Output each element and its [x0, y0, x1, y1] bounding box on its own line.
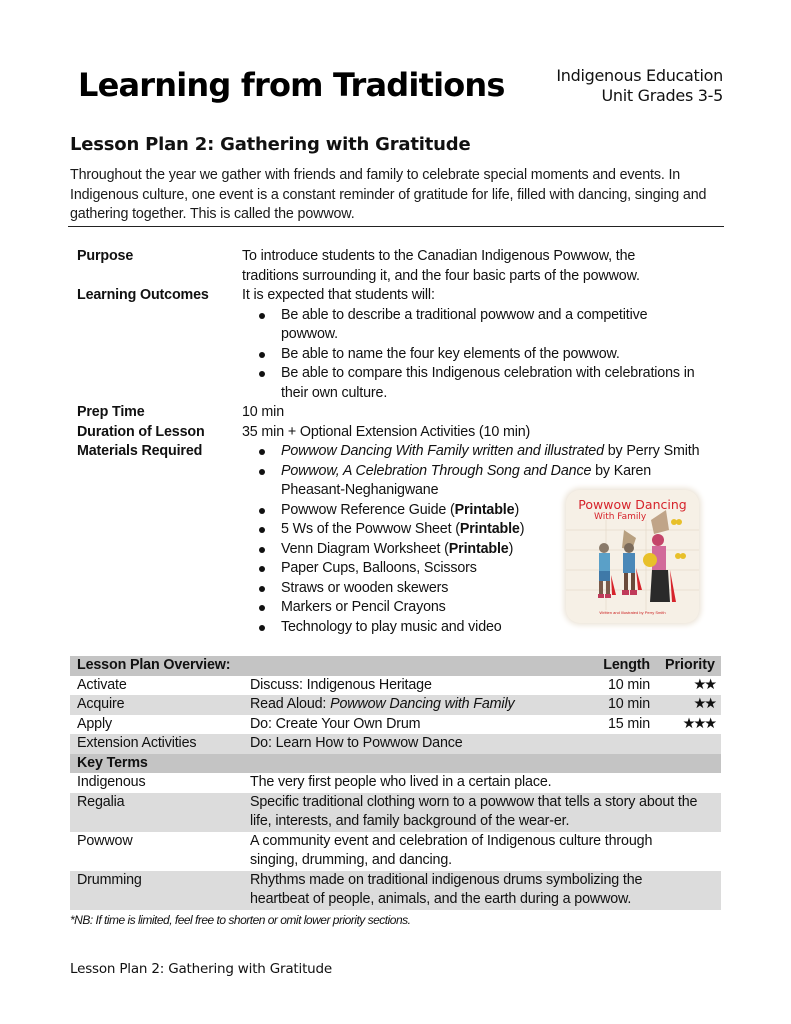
term-cell: Regalia — [77, 793, 125, 810]
key-terms-header-row — [70, 754, 721, 774]
material-item: Paper Cups, Balloons, Scissors — [242, 559, 727, 579]
activity-cell: Do: Create Your Own Drum — [250, 715, 421, 732]
phase-cell: Extension Activities — [77, 735, 197, 751]
material-item: Powwow Reference Guide (Printable) — [242, 501, 727, 521]
definition-cell: The very first people who lived in a certain place. — [250, 774, 552, 790]
table-row — [70, 676, 721, 696]
outcome-item: Be able to describe a traditional powwow and a competitive powwow. — [242, 306, 719, 345]
prep-time-label: Prep Time — [77, 404, 145, 420]
material-item: 5 Ws of the Powwow Sheet (Printable) — [242, 520, 727, 540]
activity-cell: Read Aloud: Powwow Dancing with Family — [250, 696, 515, 712]
duration-label: Duration of Lesson — [77, 423, 205, 440]
material-item: Powwow Dancing With Family written and illustrated by Perry Smith — [242, 442, 727, 462]
key-term-row — [70, 773, 721, 793]
term-cell: Indigenous — [77, 774, 146, 790]
lesson-overview-table — [70, 656, 721, 910]
key-term-row — [70, 832, 721, 871]
material-item: Straws or wooden skewers — [242, 579, 727, 599]
outcome-item: Be able to name the four key elements of the powwow. — [242, 345, 719, 365]
unit-label — [556, 66, 723, 106]
outcomes-lead: It is expected that students will: — [242, 287, 435, 303]
phase-cell: Apply — [77, 715, 113, 732]
length-header: Length — [603, 657, 650, 673]
priority-stars-icon: ★★ — [693, 676, 715, 693]
key-term-row — [70, 793, 721, 832]
duration-row — [77, 423, 727, 443]
key-term-row — [70, 871, 721, 910]
priority-header: Priority — [664, 657, 715, 673]
lesson-title: Lesson Plan 2: Gathering with Gratitude — [70, 134, 471, 155]
material-item: Powwow, A Celebration Through Song and Dance by Karen Pheasant-Neghanigwane — [242, 462, 727, 501]
material-item: Markers or Pencil Crayons — [242, 598, 727, 618]
purpose-value: To introduce students to the Canadian Indigenous Powwow, the traditions surrounding it, and the four basic parts of the powwow. — [242, 248, 640, 284]
table-row — [70, 695, 721, 715]
table-row — [70, 715, 721, 735]
outcome-item: Be able to compare this Indigenous celebration with celebrations in their own culture. — [242, 364, 719, 403]
definition-cell: Rhythms made on traditional indigenous drums symbolizing the heartbeat of people, animals, and the earth during a powwow. — [250, 871, 643, 907]
phase-cell: Acquire — [77, 696, 125, 712]
term-cell: Powwow — [77, 832, 133, 849]
priority-stars-icon: ★★★ — [682, 715, 715, 732]
overview-header-label: Lesson Plan Overview: — [77, 657, 231, 673]
definition-cell: Specific traditional clothing worn to a powwow that tells a story about the life, interests, and family background of the wear-er. — [250, 793, 698, 829]
page-title: Learning from Traditions — [78, 66, 505, 104]
term-cell: Drumming — [77, 871, 142, 888]
duration-value: 35 min + Optional Extension Activities (10 min) — [242, 423, 531, 440]
unit-line-1: Indigenous Education — [556, 66, 723, 85]
overview-header-row — [70, 656, 721, 676]
prep-time-row — [77, 403, 727, 423]
table-row — [70, 734, 721, 754]
unit-line-2: Unit Grades 3-5 — [601, 86, 723, 105]
length-cell: 10 min — [607, 696, 650, 712]
intro-paragraph: Throughout the year we gather with friends and family to celebrate special moments and events. In Indigenous culture, one event is a constant reminder of gratitude for life, filled with dancing, singing and gathering together. This is called the powwow. — [70, 167, 707, 222]
book-title: Powwow Dancing — [578, 497, 687, 512]
material-item: Venn Diagram Worksheet (Printable) — [242, 540, 727, 560]
book-credit: Written and Illustrated by Perry Smith — [599, 610, 666, 615]
activity-cell: Do: Learn How to Powwow Dance — [250, 735, 463, 751]
purpose-label: Purpose — [77, 248, 134, 264]
book-cover-image — [566, 490, 699, 623]
phase-cell: Activate — [77, 676, 127, 693]
priority-note: *NB: If time is limited, feel free to shorten or omit lower priority sections. — [70, 913, 411, 927]
activity-cell: Discuss: Indigenous Heritage — [250, 676, 432, 693]
definition-cell: A community event and celebration of Indigenous culture through singing, drumming, and dancing. — [250, 832, 653, 868]
length-cell: 15 min — [607, 715, 650, 732]
page-footer: Lesson Plan 2: Gathering with Gratitude — [70, 961, 332, 977]
outcomes-label: Learning Outcomes — [77, 287, 209, 303]
prep-time-value: 10 min — [242, 404, 285, 420]
book-subtitle: With Family — [594, 512, 647, 522]
priority-stars-icon: ★★ — [693, 696, 715, 712]
purpose-row — [77, 247, 727, 286]
materials-label: Materials Required — [77, 443, 203, 459]
material-item: Technology to play music and video — [242, 618, 727, 638]
length-cell: 10 min — [607, 676, 650, 693]
divider — [68, 226, 724, 227]
outcomes-row — [77, 286, 727, 403]
key-terms-header: Key Terms — [77, 754, 148, 771]
outcomes-list — [242, 306, 727, 404]
